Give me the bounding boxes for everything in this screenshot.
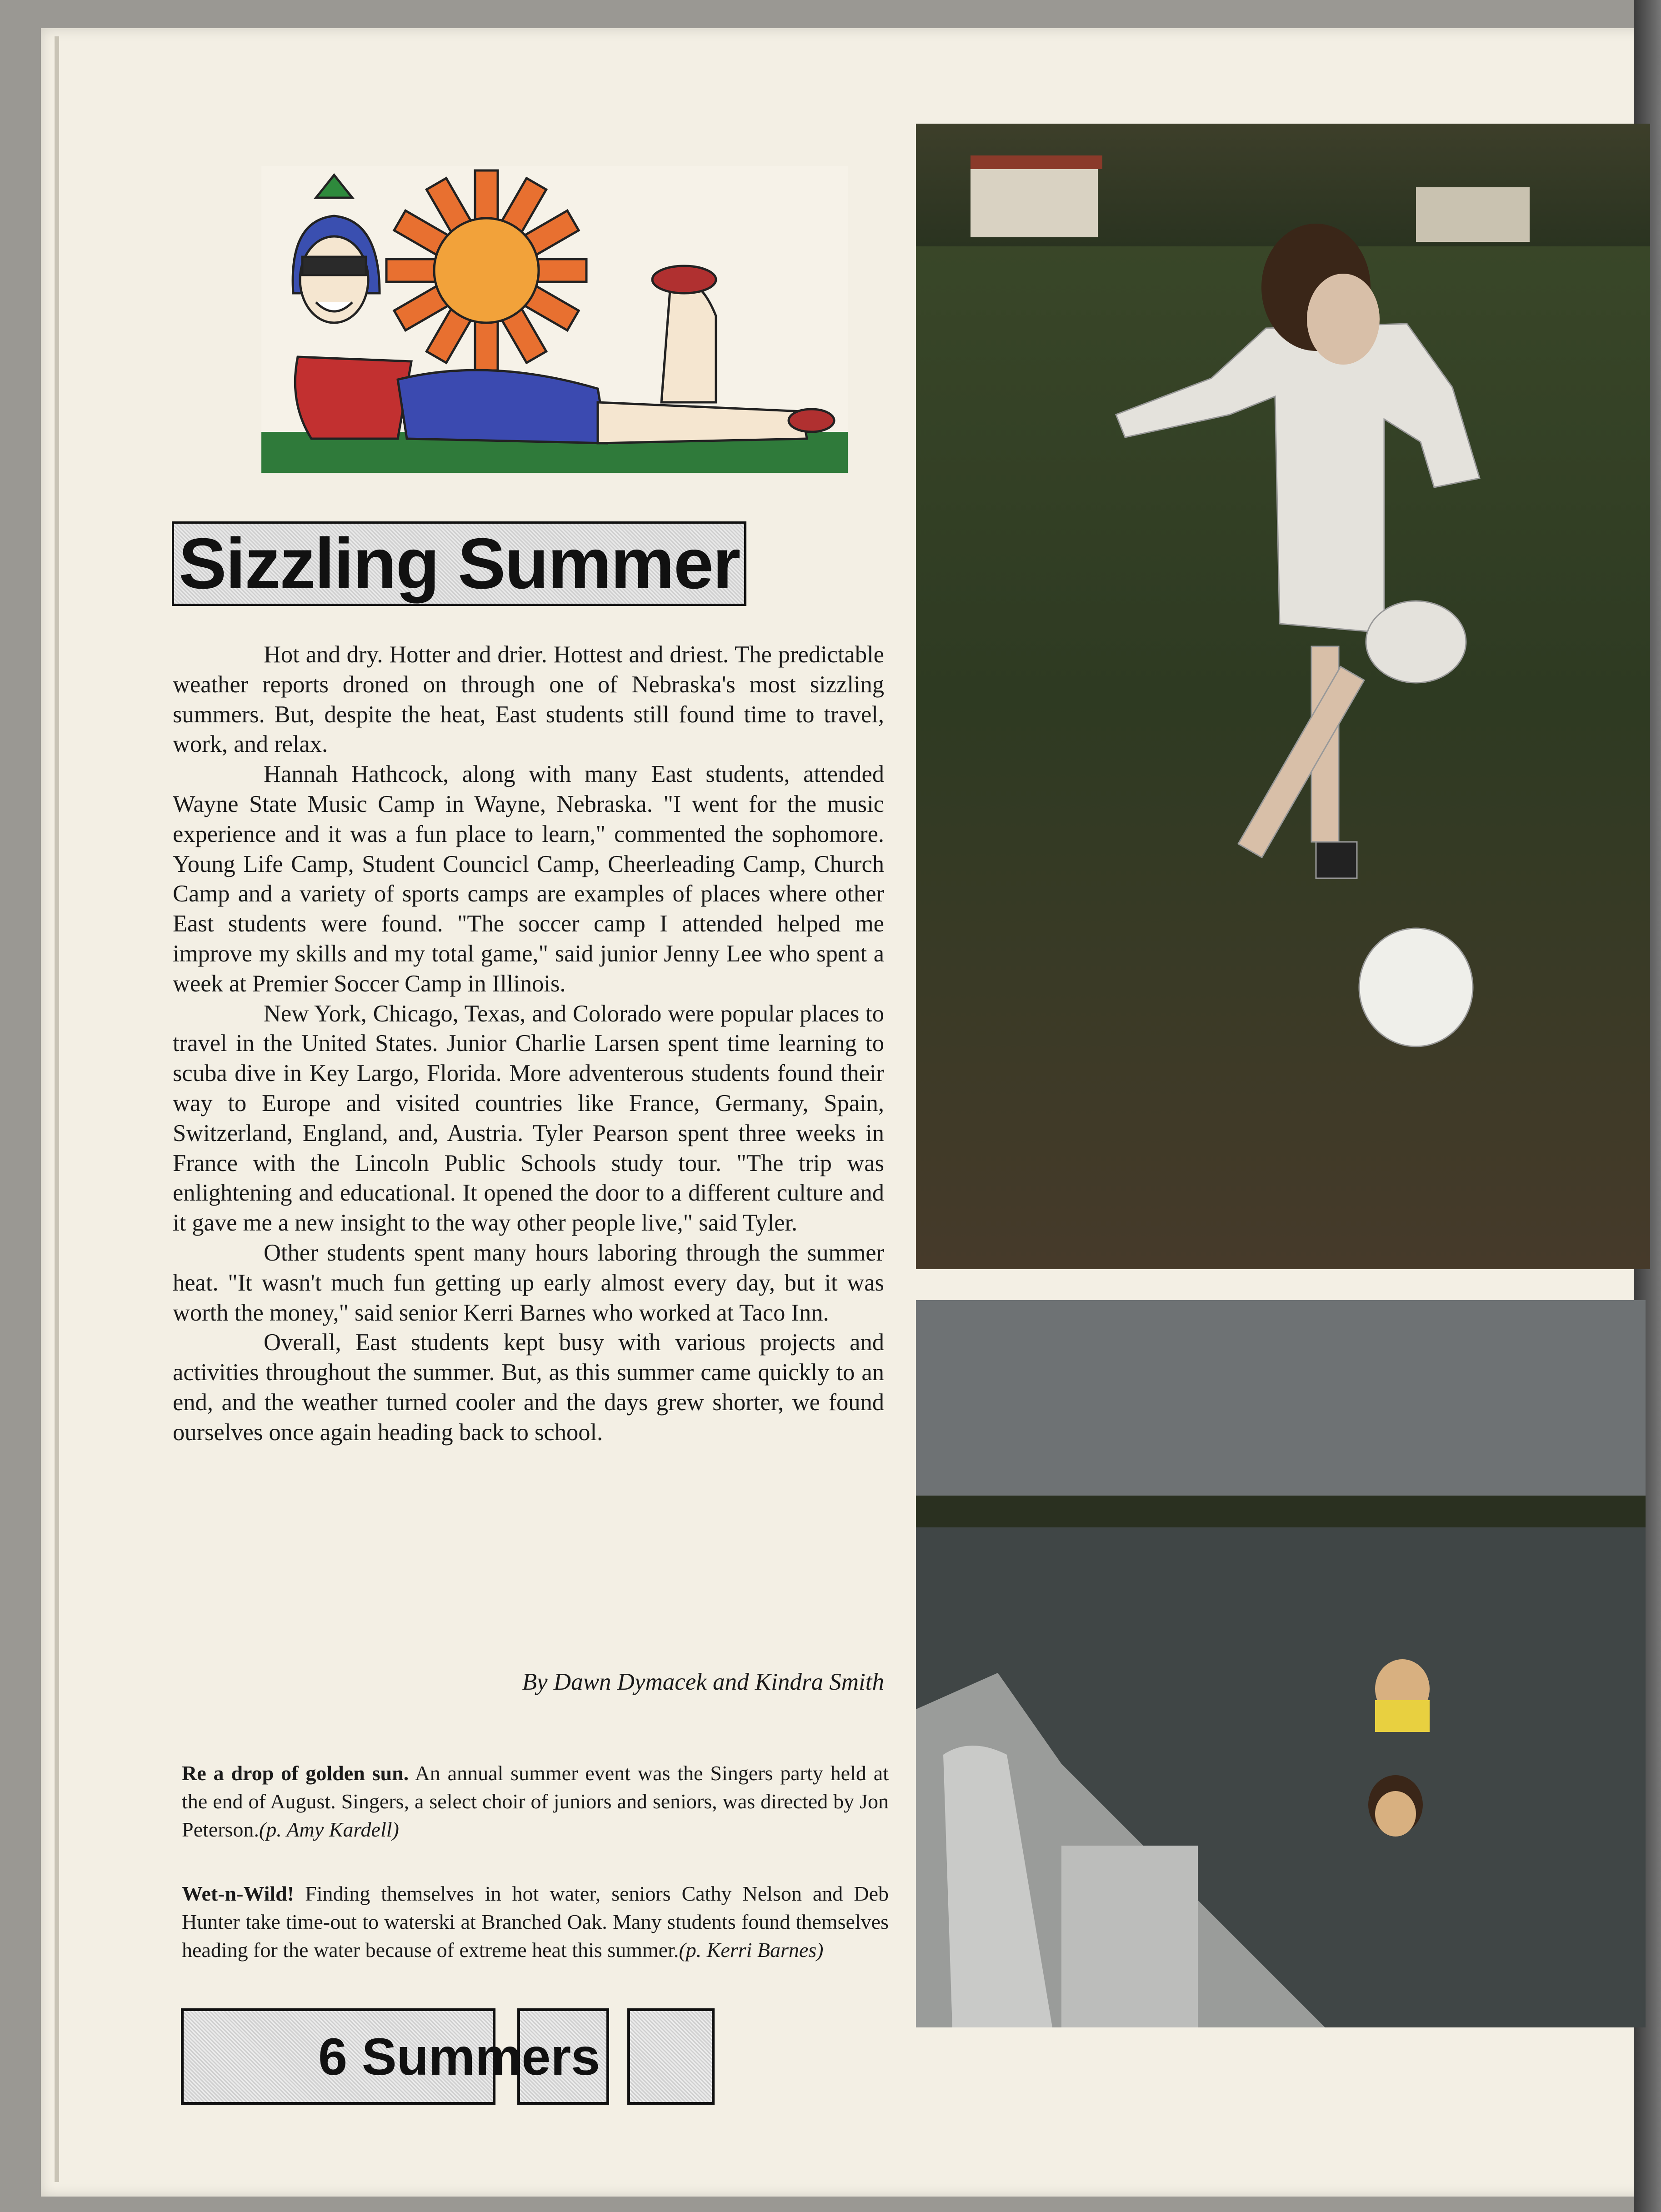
caption-text: An annual summer event was the Singers party held at the end of August. Singers, a select choir of juniors and seniors, was directed by Jon Peterson. bbox=[182, 1762, 889, 1841]
photo-caption-1 bbox=[182, 1759, 889, 1844]
sunbathing-girl-illustration bbox=[261, 166, 848, 473]
article-body bbox=[173, 640, 884, 1448]
soccer-photo bbox=[916, 124, 1650, 1269]
swimmer-1 bbox=[1375, 1659, 1430, 1732]
page-headline bbox=[172, 524, 854, 604]
caption-text: Finding themselves in hot water, seniors Cathy Nelson and Deb Hunter take time-out to waterski at Branched Oak. Many students found themselves heading for the water because of extreme heat this summer. bbox=[182, 1882, 889, 1962]
article-paragraph: Hot and dry. Hotter and drier. Hottest and driest. The predictable weather reports droned on through one of Nebraska's most sizzling summers. But, despite the heat, East students still found time to travel, work, and relax. bbox=[173, 641, 884, 758]
byline: By Dawn Dymacek and Kindra Smith bbox=[522, 1669, 884, 1695]
footer-label bbox=[318, 2027, 600, 2087]
footer-box-3 bbox=[627, 2008, 715, 2105]
article-paragraph: Overall, East students kept busy with various projects and activities throughout the summer. But, as this summer came quickly to an end, and the weather turned cooler and the days grew shorter, we found ourselves once again heading back to school. bbox=[173, 1329, 884, 1446]
waterski-photo bbox=[916, 1300, 1646, 2027]
page-gutter bbox=[55, 36, 59, 2182]
photo-caption-2 bbox=[182, 1880, 889, 1964]
headline-text: Sizzling Summer bbox=[172, 521, 746, 606]
article-paragraph: New York, Chicago, Texas, and Colorado were popular places to travel in the United States. Junior Charlie Larsen spent time learning to scuba dive in Key Largo, Florida. More adventerous students found their way to Europe and visited countries like France, Germany, Spain, Switzerland, England, and, Austria. Tyler Pearson spent three weeks in France with the Lincoln Public Schools study tour. "The trip was enlightening and educational. It opened the door to a different culture and it gave me a new insight to the way other people live," said Tyler. bbox=[173, 1000, 884, 1236]
photo-credit: (p. Kerri Barnes) bbox=[679, 1938, 824, 1962]
page-number: 6 bbox=[318, 2028, 347, 2086]
photo-credit: (p. Amy Kardell) bbox=[259, 1818, 399, 1841]
section-name: Summers bbox=[361, 2028, 600, 2086]
caption-lead: Re a drop of golden sun. bbox=[182, 1762, 409, 1785]
article-paragraph: Hannah Hathcock, along with many East students, attended Wayne State Music Camp in Wayne, Nebraska. "I went for the music experience and it was a fun place to learn," commented the sophomore. Young Life Camp, Student Councicl Camp, Cheerleading Camp, Church Camp and a variety of sports camps are examples of places where other East students were found. "The soccer camp I attended helped me improve my skills and my total game," said junior Jenny Lee who spent a week at Premier Soccer Camp in Illinois. bbox=[173, 761, 884, 997]
caption-lead: Wet-n-Wild! bbox=[182, 1882, 295, 1905]
article-paragraph: Other students spent many hours laboring through the summer heat. "It wasn't much fun getting up early almost every day, but it was worth the money," said senior Kerri Barnes who worked at Taco Inn. bbox=[173, 1239, 884, 1326]
